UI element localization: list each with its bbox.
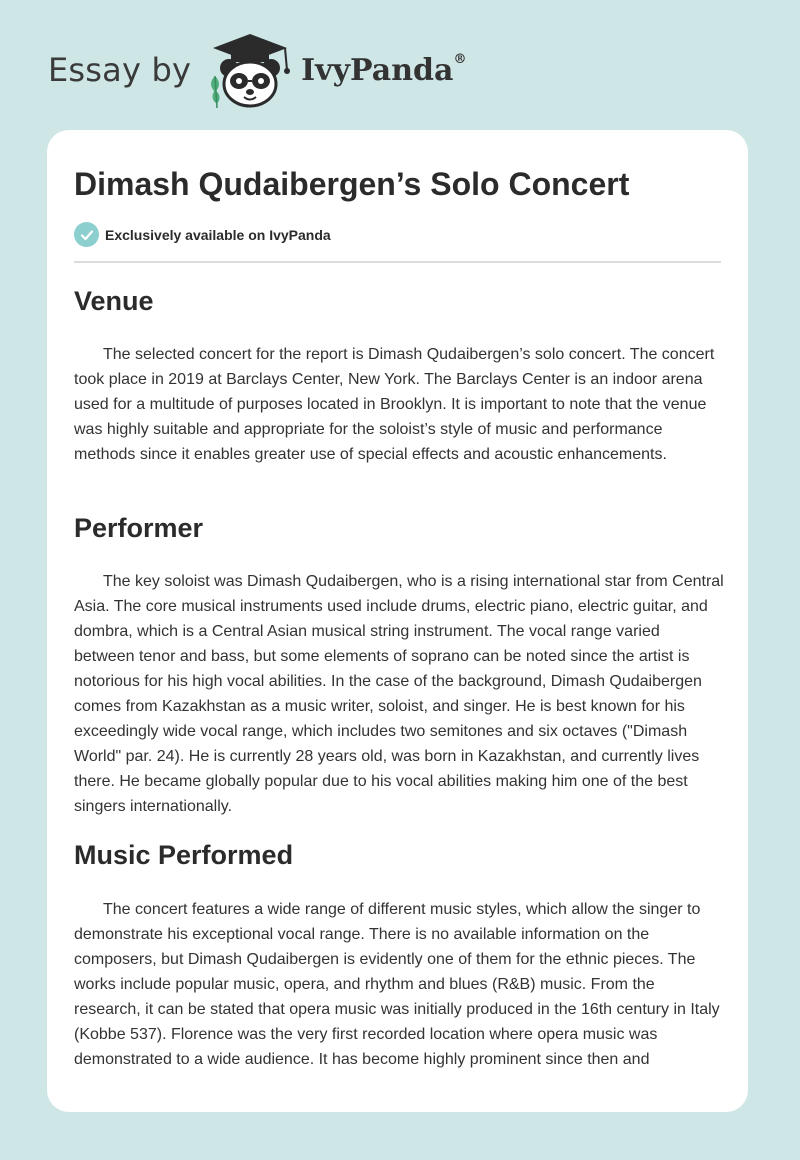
- panda-graduate-logo-icon[interactable]: [205, 30, 295, 110]
- check-circle-icon: [74, 222, 99, 247]
- title-divider: [74, 261, 721, 263]
- site-header: [48, 30, 466, 110]
- exclusive-badge: [74, 222, 331, 247]
- section-paragraph-performer: The key soloist was Dimash Qudaibergen, who is a rising international star from Central Asia. The core musical instruments used include drums, electric piano, electric guitar, and dombra, which is a Central Asian musical string instrument. The vocal range varied between tenor and bass, but some elements of soprano can be noted since the artist is notorious for his high vocal abilities. In the case of the background, Dimash Qudaibergen comes from Kazakhstan as a music writer, soloist, and singer. He is best known for his exceedingly wide vocal range, which includes two semitones and six octaves ("Dimash World" par. 24). He is currently 28 years old, was born in Kazakhstan, and currently lives there. He became globally popular due to his vocal abilities making him one of the best singers internationally.: [74, 573, 724, 815]
- essay-card: [47, 130, 748, 1112]
- exclusive-badge-label: Exclusively available on IvyPanda: [105, 226, 331, 243]
- section-heading-music-performed: Music Performed: [74, 840, 294, 870]
- registered-mark: ®: [453, 51, 467, 67]
- section-paragraph-venue: The selected concert for the report is Dimash Qudaibergen’s solo concert. The concert took place in 2019 at Barclays Center, New York. The Barclays Center is an indoor arena used for a multitude of purposes located in Brooklyn. It is important to note that the venue was highly suitable and appropriate for the soloist’s style of music and performance methods since it enables greater use of special effects and acoustic enhancements.: [74, 346, 715, 463]
- page-title: Dimash Qudaibergen’s Solo Concert: [74, 166, 630, 202]
- section-heading-performer: Performer: [74, 513, 204, 543]
- essay-by-label: Essay by: [48, 51, 192, 89]
- brand-name[interactable]: IvyPanda®: [301, 51, 467, 88]
- section-paragraph-music-performed: The concert features a wide range of different music styles, which allow the singer to demonstrate his exceptional vocal range. There is no available information on the composers, but Dimash Qudaibergen is evidently one of them for the ethnic pieces. The works include popular music, opera, and rhythm and blues (R&B) music. From the research, it can be stated that opera music was initially produced in the 16th century in Italy (Kobbe 537). Florence was the very first recorded location where opera music was demonstrated to a wide audience. It has become highly prominent since then and: [74, 901, 720, 1068]
- section-heading-venue: Venue: [74, 286, 154, 316]
